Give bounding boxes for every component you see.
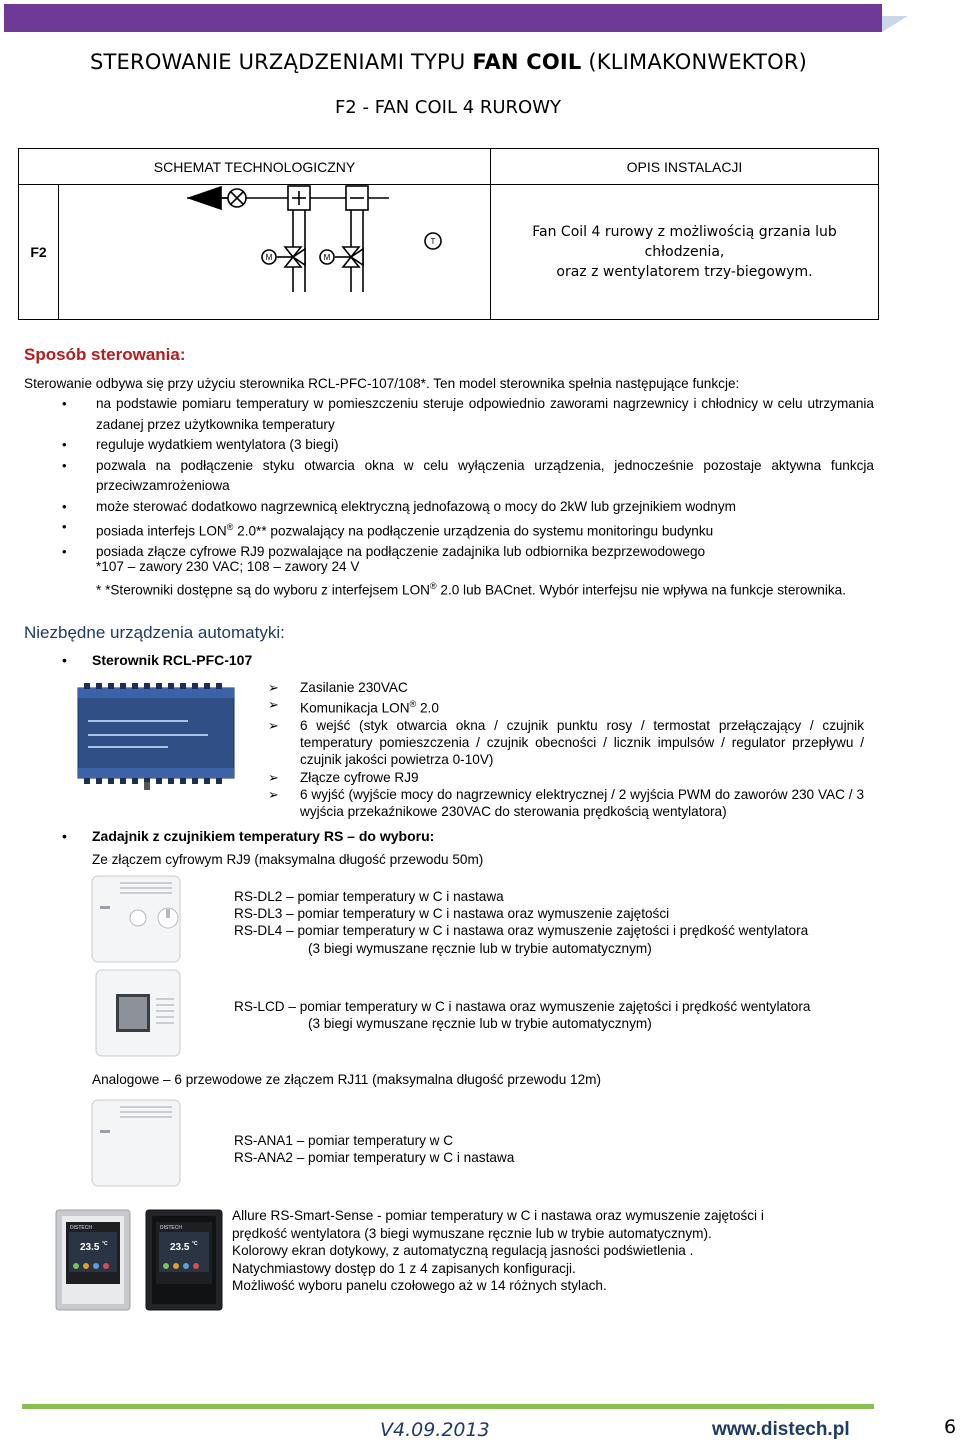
rs-dl4-desc-cont: (3 biegi wymuszane ręcznie lub w trybie automatycznym)	[308, 940, 652, 956]
description-line: chłodzenia,	[644, 244, 725, 260]
bullet: •	[62, 828, 67, 844]
page-title: STEROWANIE URZĄDZENIAMI TYPU FAN COIL (KLIMAKONWEKTOR)	[90, 50, 808, 74]
rs-dl-descriptions	[234, 888, 808, 957]
description-cell	[491, 185, 879, 320]
page-number: 6	[944, 1416, 957, 1438]
rs-lcd-descriptions	[234, 998, 810, 1032]
setter-subtitle: Ze złączem cyfrowym RJ9 (maksymalna długość przewodu 50m)	[92, 852, 484, 867]
svg-text:M: M	[323, 253, 331, 262]
list-item: ➢ 6 wejść (styk otwarcia okna / czujnik punktu rosy / termostat przełączający / czujnik temperatury pomieszczenia / czujnik obecności / licznik impulsów / regulator przepływu / czujnik jakości powietrza 0-10V)	[268, 717, 864, 769]
brand-label: DISTECH	[70, 1225, 92, 1231]
list-item: ➢ Złącze cyfrowe RJ9	[268, 769, 864, 786]
note-interface: * *Sterowniki dostępne są do wyboru z interfejsem LON® 2.0 lub BACnet. Wybór interfejsu nie wpływa na funkcje sterownika.	[96, 581, 847, 598]
top-banner-tip	[882, 16, 908, 32]
allure-desc: Kolorowy ekran dotykowy, z automatyczną regulacją jasności podświetlenia .	[232, 1243, 694, 1258]
list-item: ➢ 6 wyjść (wyjście mocy do nagrzewnicy elektrycznej / 2 wyjścia PWM do zaworów 230 VAC / 3 wyjścia przekaźnikowe 230VAC do sterowania prędkością wentylatora)	[268, 786, 864, 820]
technology-table	[18, 148, 879, 320]
top-banner	[4, 4, 882, 32]
rs-dl2-desc: RS-DL2 – pomiar temperatury w C i nastawa	[234, 889, 504, 904]
controller-image	[74, 682, 240, 790]
rs-dl3-desc: RS-DL3 – pomiar temperatury w C i nastawa oraz wymuszenie zajętości	[234, 906, 670, 922]
rs-lcd-desc-cont: (3 biegi wymuszane ręcznie lub w trybie automatycznym)	[308, 1016, 652, 1032]
allure-desc: Natychmiastowy dostęp do 1 z 4 zapisanych konfiguracji.	[232, 1260, 576, 1276]
screen-unit: °C	[102, 1241, 108, 1247]
devices-heading: Niezbędne urządzenia automatyki:	[24, 623, 285, 642]
fan-icon	[189, 187, 246, 209]
rs-ana-descriptions	[234, 1132, 514, 1166]
rs-lcd-device-icon	[94, 968, 184, 1058]
allure-desc: prędkość wentylatora (3 biegi wymuszane ręcznie lub w trybie automatycznym).	[232, 1225, 712, 1241]
allure-desc: Allure RS-Smart-Sense - pomiar temperatury w C i nastawa oraz wymuszenie zajętości i	[232, 1208, 764, 1223]
list-item: • reguluje wydatkiem wentylatora (3 biegi)	[62, 435, 874, 456]
rs-lcd-desc: RS-LCD – pomiar temperatury w C i nastawa oraz wymuszenie zajętości i prędkość wentylatora	[234, 999, 811, 1014]
fan-coil-schematic	[59, 185, 490, 319]
rs-dl-device-icon	[90, 874, 184, 964]
col-header-description: OPIS INSTALACJI	[491, 149, 879, 185]
bullet: •	[62, 652, 67, 668]
control-features-list	[62, 394, 874, 563]
allure-device-icon	[54, 1208, 224, 1312]
rs-dl4-desc: RS-DL4 – pomiar temperatury w C i nastawa oraz wymuszenie zajętości i prędkość wentylatora	[234, 923, 809, 939]
rs-ana1-desc: RS-ANA1 – pomiar temperatury w C	[234, 1133, 454, 1148]
list-item: ➢ Zasilanie 230VAC	[268, 679, 864, 696]
controller-specs-list	[268, 679, 864, 820]
screen-temperature: 23.5	[80, 1242, 100, 1253]
rs-ana2-desc: RS-ANA2 – pomiar temperatury w C i nastawa	[234, 1150, 515, 1166]
note-valves: *107 – zawory 230 VAC; 108 – zawory 24 V	[96, 559, 360, 574]
rs-dl-image	[90, 874, 184, 964]
controller-title: • Sterownik RCL-PFC-107	[62, 652, 253, 668]
footer-version: V4.09.2013	[380, 1419, 490, 1441]
list-item: • na podstawie pomiaru temperatury w pomieszczeniu steruje odpowiednio zaworami nagrzewnicy i chłodnicy w celu utrzymania zadanej przez użytkownika temperatury	[62, 394, 874, 435]
allure-descriptions	[232, 1207, 764, 1295]
row-label: F2	[19, 185, 59, 320]
control-intro: Sterowanie odbywa się przy użyciu sterownika RCL-PFC-107/108*. Ten model sterownika spełnia następujące funkcje:	[24, 376, 740, 391]
allure-images	[54, 1208, 224, 1312]
footer-website-link[interactable]: www.distech.pl	[712, 1419, 850, 1440]
list-item: • pozwala na podłączenie styku otwarcia okna w celu wyłączenia urządzenia, jednocześnie pozostaje aktywna funkcja przeciwzamrożeniowa	[62, 456, 874, 497]
list-item: ➢ Komunikacja LON® 2.0	[268, 696, 864, 717]
list-item: • może sterować dodatkowo nagrzewnicą elektryczną jednofazową o mocy do 2kW lub grzejnikiem wodnym	[62, 497, 874, 518]
description-line: Fan Coil 4 rurowy z możliwością grzania lub	[532, 224, 837, 240]
brand-label: DISTECH	[160, 1225, 182, 1231]
description-line: oraz z wentylatorem trzy-biegowym.	[556, 264, 813, 280]
allure-desc: Możliwość wyboru panelu czołowego aż w 14 różnych stylach.	[232, 1278, 607, 1293]
col-header-schema: SCHEMAT TECHNOLOGICZNY	[19, 149, 491, 185]
setter-title: • Zadajnik z czujnikiem temperatury RS – do wyboru:	[62, 828, 435, 844]
footer-divider	[22, 1404, 874, 1409]
svg-text:T: T	[430, 237, 436, 246]
list-item: • posiada interfejs LON® 2.0** pozwalający na podłączenie urządzenia do systemu monitoringu budynku	[62, 517, 874, 542]
rs-ana-image	[90, 1098, 184, 1188]
rs-ana-device-icon	[90, 1098, 184, 1188]
list-item: • posiada złącze cyfrowe RJ9 pozwalające na podłączenie zadajnika lub odbiornika bezprzewodowego	[62, 542, 874, 563]
svg-text:M: M	[265, 253, 273, 262]
schema-cell	[59, 185, 491, 320]
analog-title: Analogowe – 6 przewodowe ze złączem RJ11 (maksymalna długość przewodu 12m)	[92, 1072, 602, 1087]
screen-unit: °C	[192, 1241, 198, 1247]
controller-device-icon	[74, 682, 240, 790]
control-heading: Sposób sterowania:	[24, 345, 186, 364]
screen-temperature: 23.5	[170, 1242, 190, 1253]
page-subtitle: F2 - FAN COIL 4 RUROWY	[334, 97, 562, 118]
rs-lcd-image	[94, 968, 184, 1058]
